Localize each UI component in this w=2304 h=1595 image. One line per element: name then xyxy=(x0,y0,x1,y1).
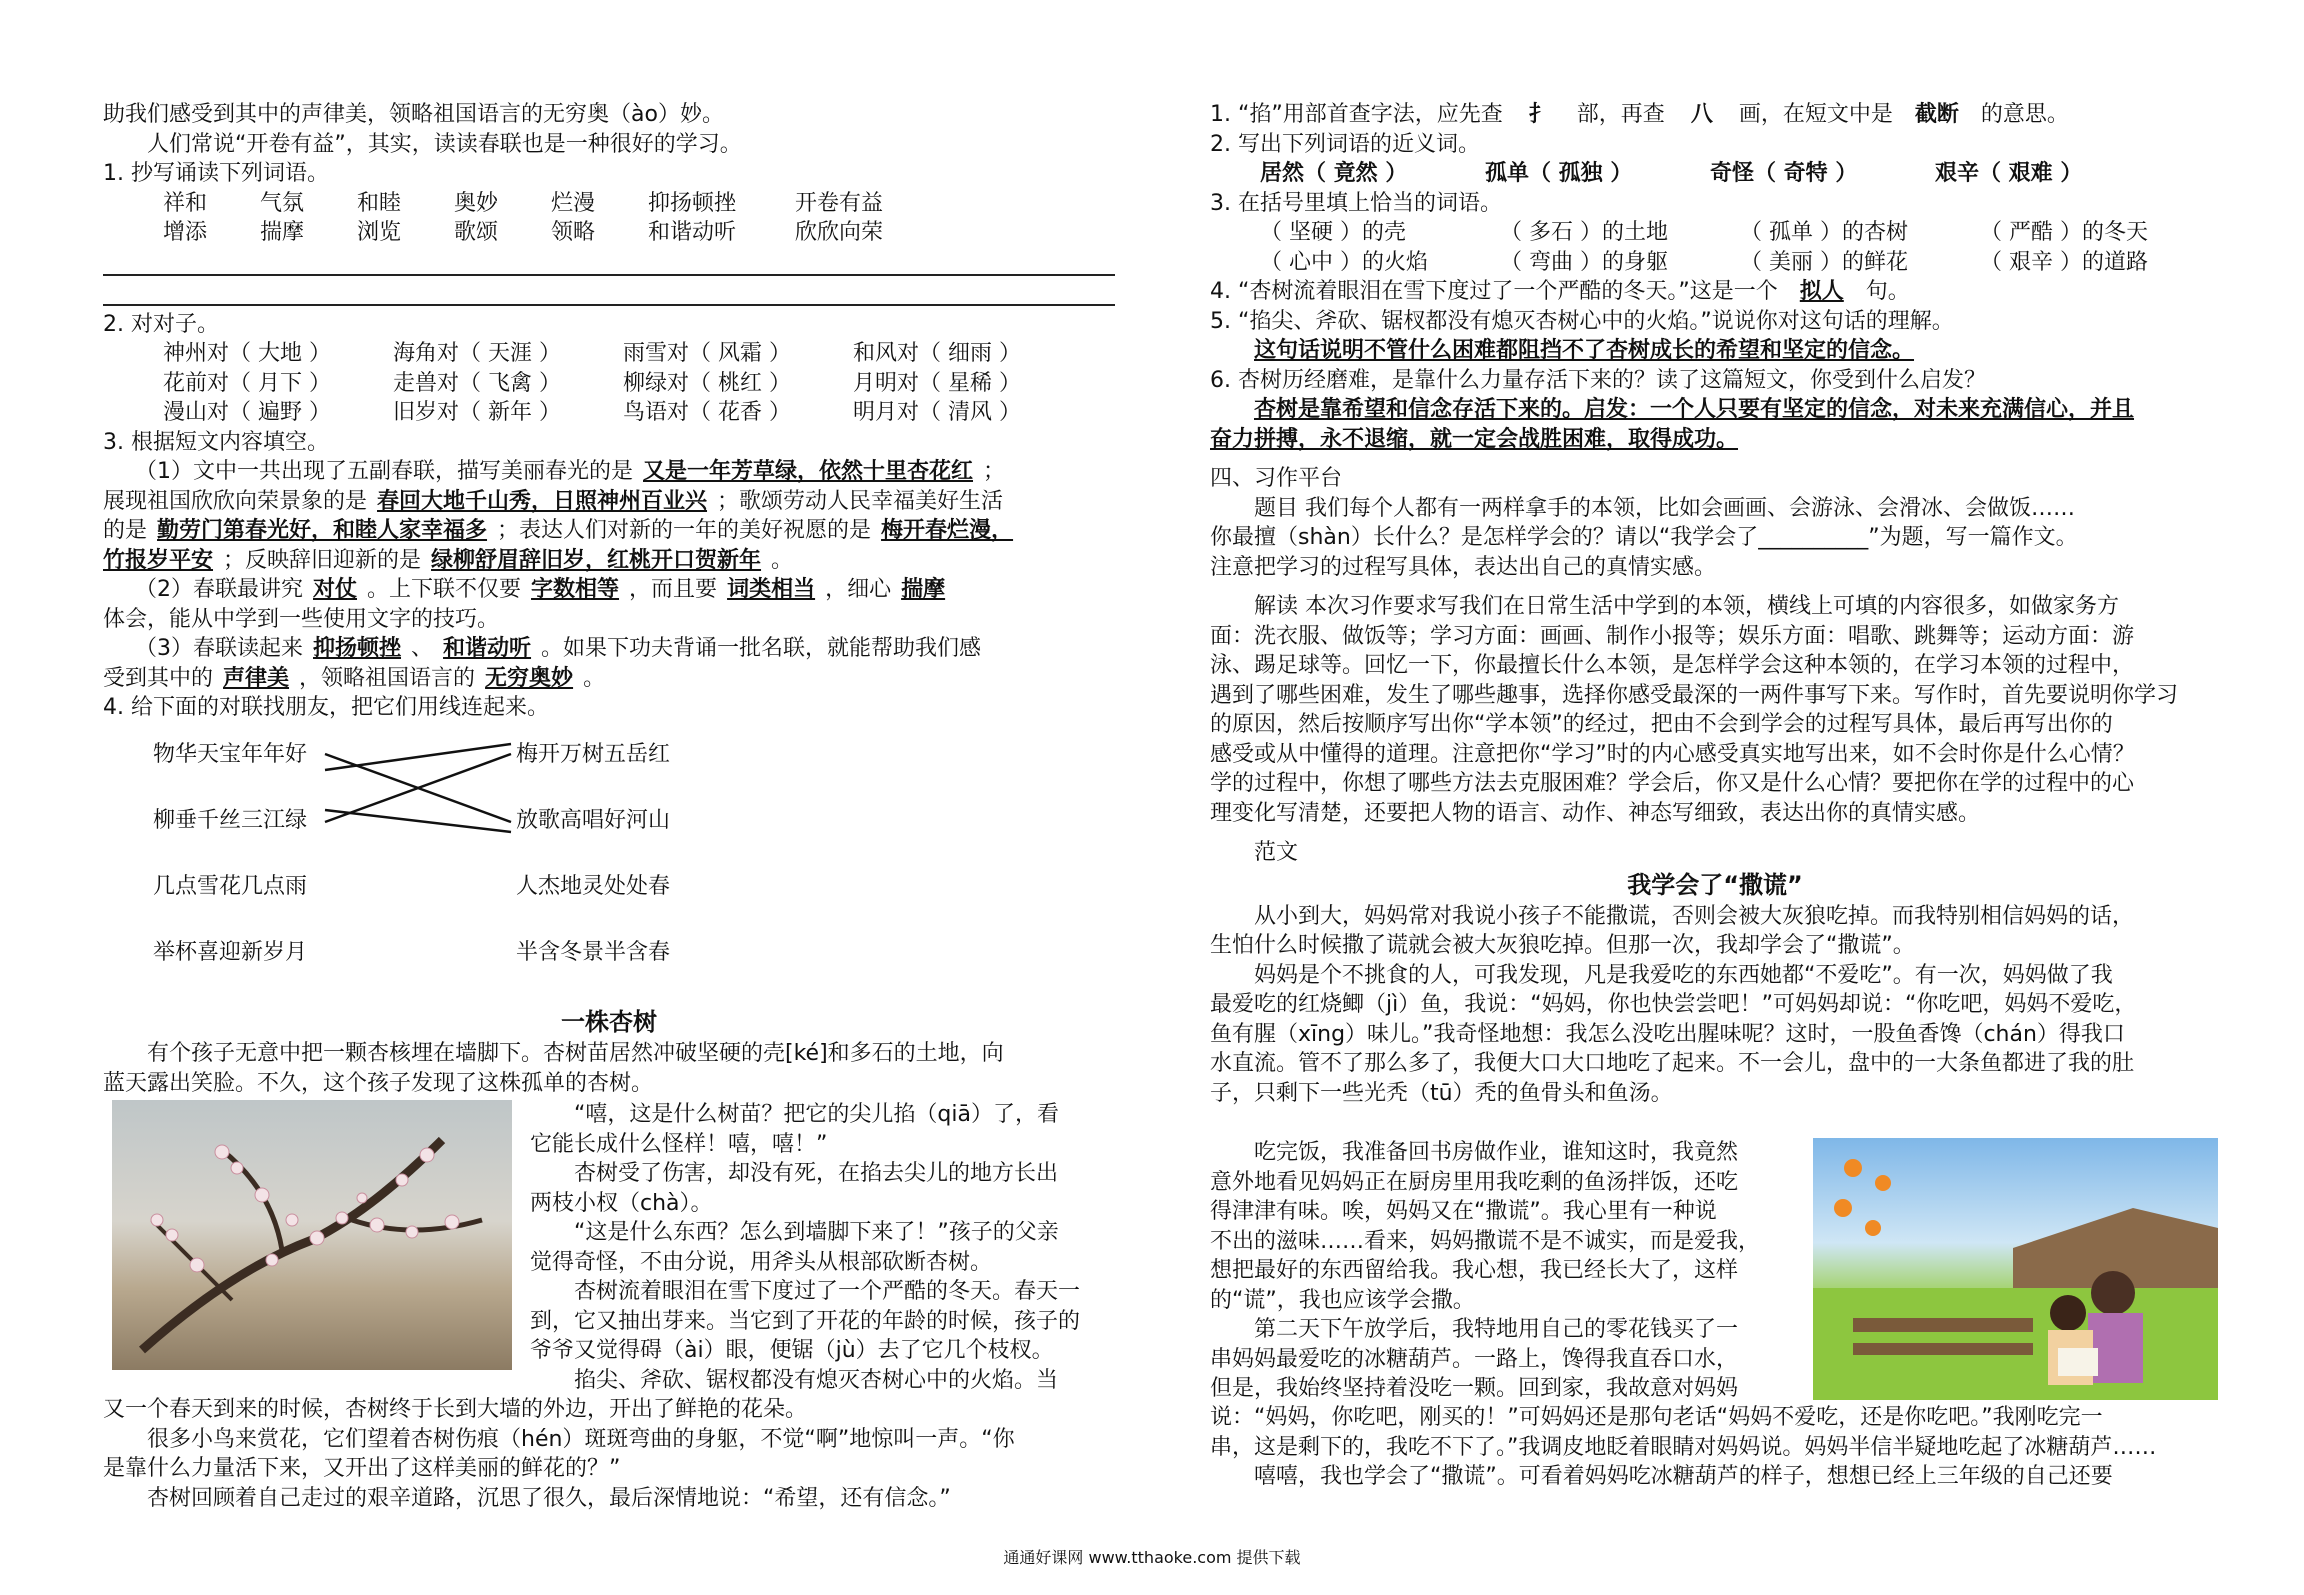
word: 祥和 xyxy=(163,190,208,216)
pair: 雨雪对（ 风霜 ） xyxy=(623,341,791,366)
right-column xyxy=(1210,100,2220,1108)
matching-exercise xyxy=(103,740,803,980)
couplet-right[interactable]: 人杰地灵处处春 xyxy=(516,874,671,899)
text: 。 xyxy=(583,665,606,691)
synonym: 艰辛（ 艰难 ） xyxy=(1935,161,2083,186)
fill-row-1 xyxy=(1210,218,2220,248)
essay-title: 我学会了“撒谎” xyxy=(1627,870,1803,899)
writing-line xyxy=(103,274,1115,276)
answer: 又是一年芳草绿，依然十里杏花红 xyxy=(643,459,974,484)
synonym: 奇怪（ 奇特 ） xyxy=(1710,161,1858,186)
answer: 拟人 xyxy=(1799,279,1844,304)
r-question-5: 5. “掐尖、斧砍、锯杈都没有熄灭杏树心中的火焰。”说说你对这句话的理解。 xyxy=(1210,308,1954,334)
story-line: “这是什么东西？怎么到墙脚下来了！”孩子的父亲 xyxy=(574,1220,1059,1245)
couplet-right[interactable]: 梅开万树五岳红 xyxy=(516,742,671,767)
story-end xyxy=(103,1395,1115,1513)
answer: 春回大地千山秀，日照神州百业兴 xyxy=(377,488,708,514)
answer: 揣摩 xyxy=(901,577,946,602)
connecting-line xyxy=(325,810,511,832)
r-question-3: 3. 在括号里填上恰当的词语。 xyxy=(1210,190,1502,216)
text: 部，再查 xyxy=(1576,102,1665,127)
text: （2）春联最讲究 xyxy=(135,577,303,602)
q3-line-8 xyxy=(103,664,1115,694)
text: 展现祖国欣欣向荣景象的是 xyxy=(103,488,368,514)
answer: 字数相等 xyxy=(531,577,620,602)
couplet-right[interactable]: 半含冬景半含春 xyxy=(516,940,671,965)
text: 。如果下功夫背诵一批名联，就能帮助我们感 xyxy=(541,636,982,661)
word: 欣欣向荣 xyxy=(795,220,884,245)
fill-item: （ 多石 ）的土地 xyxy=(1500,220,1668,245)
text: （3）春联读起来 xyxy=(135,636,303,661)
r-question-1 xyxy=(1210,100,2220,130)
section-4-heading: 四、习作平台 xyxy=(1210,466,1343,491)
q3-line-7 xyxy=(103,634,1115,664)
story-line: 到，它又抽出芽来。当它到了开花的年龄的时候，孩子的 xyxy=(530,1308,1081,1334)
q3-line-5 xyxy=(103,575,1115,605)
analysis-line: 感受或从中懂得的道理。注意把你“学习”时的内心感受真实地写出来，如不会时你是什么心情？ xyxy=(1210,741,2135,767)
pairs-row-3 xyxy=(103,398,1115,428)
topic-line: 你最擅（shàn）长什么？是怎样学会的？请以“我学会了__________”为题，写一篇作文。 xyxy=(1210,525,2078,550)
text: ；表达人们对新的一年的美好祝愿的是 xyxy=(497,518,872,543)
intro-line-2: 人们常说“开卷有益”，其实，读读春联也是一种很好的学习。 xyxy=(147,131,742,157)
answer: 扌 xyxy=(1528,102,1551,127)
pair: 柳绿对（ 桃红 ） xyxy=(623,370,791,396)
essay-line: 想把最好的东西留给我。我心想，我已经长大了，这样 xyxy=(1210,1258,1739,1283)
mother-daughter-photo xyxy=(1813,1138,2218,1400)
fill-item: （ 孤单 ）的杏树 xyxy=(1740,220,1908,245)
answer: 绿柳舒眉辞旧岁，红桃开口贺新年 xyxy=(431,547,762,573)
text: （1）文中一共出现了五副春联，描写美丽春光的是 xyxy=(135,459,633,484)
essay-line: 生怕什么时候撒了谎就会被大灰狼吃掉。但那一次，我却学会了“撒谎”。 xyxy=(1210,933,1915,958)
story-wrapped-text xyxy=(530,1100,1120,1395)
couplet-left[interactable]: 物华天宝年年好 xyxy=(153,742,308,767)
analysis-line: 遇到了哪些困难，发生了哪些趣事，选择你感受最深的一两件事写下来。写作时，首先要说明你学习 xyxy=(1210,682,2179,708)
answer: 声律美 xyxy=(223,665,290,691)
essay-line: 说：“妈妈，你吃吧，刚买的！”可妈妈还是那句老话“妈妈不爱吃，还是你吃吧。”我刚吃完一 xyxy=(1210,1405,2103,1430)
word: 和睦 xyxy=(357,190,402,216)
essay-line: 意外地看见妈妈正在厨房里用我吃剩的鱼汤拌饭，还吃 xyxy=(1210,1169,1739,1195)
word: 浏览 xyxy=(357,220,402,245)
text: 4. “杏树流着眼泪在雪下度过了一个严酷的冬天。”这是一个 xyxy=(1210,279,1778,304)
text: 。 xyxy=(771,547,794,573)
story-line: 两枝小杈（chà）。 xyxy=(530,1190,713,1216)
story-line: 它能长成什么怪样！嘻，嘻！” xyxy=(530,1131,828,1157)
q3-line-3 xyxy=(103,516,1115,546)
word: 歌颂 xyxy=(454,220,499,245)
essay-line: 从小到大，妈妈常对我说小孩子不能撒谎，否则会被大灰狼吃掉。而我特别相信妈妈的话， xyxy=(1254,903,2135,929)
pair: 花前对（ 月下 ） xyxy=(163,370,331,396)
q3-line-1 xyxy=(103,457,1115,487)
story-line: 有个孩子无意中把一颗杏核埋在墙脚下。杏树苗居然冲破坚硬的壳[ké]和多石的土地，向 xyxy=(147,1041,1004,1066)
pair: 明月对（ 清风 ） xyxy=(853,400,1021,425)
text: ；反映辞旧迎新的是 xyxy=(223,547,422,573)
essay-wrapped-text xyxy=(1210,1138,1800,1404)
r6-answer: 奋力拼搏，永不退缩，就一定会战胜困难，取得成功。 xyxy=(1210,426,1739,452)
story-line: 杏树回顾着自己走过的艰辛道路，沉思了很久，最后深情地说：“希望，还有信念。” xyxy=(147,1485,951,1511)
essay-line: 水直流。管不了那么多了，我便大口大口地吃了起来。不一会儿，盘中的一大条鱼都进了我的肚 xyxy=(1210,1051,2135,1076)
q3-line-6: 体会，能从中学到一些使用文字的技巧。 xyxy=(103,606,500,632)
essay-line: 嘻嘻，我也学会了“撒谎”。可看着妈妈吃冰糖葫芦的样子，想想已经上三年级的自己还要 xyxy=(1254,1464,2113,1489)
analysis-line: 泳、踢足球等。回忆一下，你最擅长什么本领，是怎样学会这种本领的，在学习本领的过程中， xyxy=(1210,653,2135,678)
word: 领略 xyxy=(551,220,596,245)
fill-row-2 xyxy=(1210,248,2220,278)
analysis-line: 学的过程中，你想了哪些方法去克服困难？学会后，你又是什么心情？要把你在学的过程中的心 xyxy=(1210,771,2135,796)
words-row-2 xyxy=(103,218,1115,248)
analysis-line: 解读 本次习作要求写我们在日常生活中学到的本领，横线上可填的内容很多，如做家务方 xyxy=(1254,594,2119,619)
couplet-left[interactable]: 几点雪花几点雨 xyxy=(153,874,308,899)
intro-line-1: 助我们感受到其中的声律美，领略祖国语言的无穷奥（ào）妙。 xyxy=(103,102,724,127)
word: 烂漫 xyxy=(551,190,596,216)
fill-item: （ 艰辛 ）的道路 xyxy=(1980,249,2148,275)
r6-answer: 杏树是靠希望和信念存活下来的。启发：一个人只要有坚定的信念，对未来充满信心，并且 xyxy=(1254,397,2135,422)
essay-line: 串，这是剩下的，我吃不下了。”我调皮地眨着眼睛对妈妈说。妈妈半信半疑地吃起了冰糖葫芦…… xyxy=(1210,1434,2157,1460)
r-question-2: 2. 写出下列词语的近义词。 xyxy=(1210,131,1480,157)
footer-credit: 通通好课网 www.tthaoke.com 提供下载 xyxy=(1003,1548,1301,1567)
pair: 和风对（ 细雨 ） xyxy=(853,341,1021,366)
r-question-4 xyxy=(1210,277,2220,307)
story-line: 又一个春天到来的时候，杏树终于长到大墙的外边，开出了鲜艳的花朵。 xyxy=(103,1397,808,1422)
words-row-1 xyxy=(103,189,1115,219)
text: 的是 xyxy=(103,518,148,543)
left-column xyxy=(103,100,1115,723)
answer: 词类相当 xyxy=(727,577,816,602)
answer: 截断 xyxy=(1914,102,1959,127)
answer: 对仗 xyxy=(313,577,358,602)
essay-line: 最爱吃的红烧鲫（jì）鱼，我说：“妈妈，你也快尝尝吧！”可妈妈却说：“你吃吧，妈妈不爱吃， xyxy=(1210,992,2137,1017)
q3-line-2 xyxy=(103,487,1115,517)
analysis-line: 面：洗衣服、做饭等；学习方面：画画、制作小报等；娱乐方面：唱歌、跳舞等；运动方面：游 xyxy=(1210,623,2135,649)
text: 1. “掐”用部首查字法，应先查 xyxy=(1210,102,1503,127)
topic-line: 注意把学习的过程写具体，表达出自己的真情实感。 xyxy=(1210,554,1717,580)
synonyms-row xyxy=(1210,159,2220,189)
fill-item: （ 弯曲 ）的身躯 xyxy=(1500,249,1668,275)
pair: 神州对（ 大地 ） xyxy=(163,341,331,366)
pair: 走兽对（ 飞禽 ） xyxy=(393,370,561,396)
apricot-blossom-photo xyxy=(112,1100,512,1370)
synonym: 孤单（ 孤独 ） xyxy=(1485,161,1633,186)
writing-line xyxy=(103,304,1115,306)
answer: 无穷奥妙 xyxy=(485,665,574,691)
analysis-line: 的原因，然后按顺序写出你“学本领”的经过，把由不会到学会的过程写具体，最后再写出你的 xyxy=(1210,712,2113,737)
pair: 海角对（ 天涯 ） xyxy=(393,341,561,366)
text: 句。 xyxy=(1865,279,1910,304)
q3-line-4 xyxy=(103,546,1115,576)
pair: 漫山对（ 遍野 ） xyxy=(163,400,331,425)
pairs-row-2 xyxy=(103,369,1115,399)
essay-line: 吃完饭，我准备回书房做作业，谁知这时，我竟然 xyxy=(1254,1140,1739,1165)
topic-line: 题目 我们每个人都有一两样拿手的本领，比如会画画、会游泳、会滑冰、会做饭…… xyxy=(1254,495,2075,521)
story-line: 掐尖、斧砍、锯杈都没有熄灭杏树心中的火焰。当 xyxy=(574,1367,1059,1393)
essay-end xyxy=(1210,1403,2220,1492)
question-2: 2. 对对子。 xyxy=(103,311,219,337)
text: ，而且要 xyxy=(629,577,718,602)
word: 抑扬顿挫 xyxy=(648,190,737,216)
text: 画，在短文中是 xyxy=(1738,102,1893,127)
essay-line: 得津津有味。唉，妈妈又在“撒谎”。我心里有一种说 xyxy=(1210,1199,1717,1224)
answer: 抑扬顿挫 xyxy=(313,636,402,661)
story-section xyxy=(103,1005,1115,1098)
word: 气氛 xyxy=(260,190,305,216)
text: 。上下联不仅要 xyxy=(367,577,522,602)
essay-line: 鱼有腥（xīng）味儿。”我奇怪地想：我怎么没吃出腥味呢？这时，一股鱼香馋（chán）得我口 xyxy=(1210,1021,2125,1047)
essay-line: 串妈妈最爱吃的冰糖葫芦。一路上，馋得我直吞口水， xyxy=(1210,1346,1739,1372)
story-line: 觉得奇怪，不由分说，用斧头从根部砍断杏树。 xyxy=(530,1249,993,1275)
word: 揣摩 xyxy=(260,220,305,245)
story-title: 一株杏树 xyxy=(561,1008,657,1036)
answer: 梅开春烂漫， xyxy=(881,518,1014,543)
pairs-row-1 xyxy=(103,339,1115,369)
story-line: 蓝天露出笑脸。不久，这个孩子发现了这株孤单的杏树。 xyxy=(103,1070,654,1096)
question-1: 1. 抄写诵读下列词语。 xyxy=(103,161,329,186)
essay-line: 妈妈是个不挑食的人，可我发现，凡是我爱吃的东西她都“不爱吃”。有一次，妈妈做了我 xyxy=(1254,962,2113,988)
essay-line: 第二天下午放学后，我特地用自己的零花钱买了一 xyxy=(1254,1317,1739,1342)
synonym: 居然（ 竟然 ） xyxy=(1260,161,1408,186)
word: 增添 xyxy=(163,220,208,245)
couplet-left[interactable]: 柳垂千丝三江绿 xyxy=(153,808,308,833)
fill-item: （ 严酷 ）的冬天 xyxy=(1980,220,2148,245)
question-3: 3. 根据短文内容填空。 xyxy=(103,429,329,455)
word: 和谐动听 xyxy=(648,220,737,245)
garden-scene-illustration xyxy=(1813,1138,2218,1400)
answer: 勤劳门第春光好，和睦人家幸福多 xyxy=(157,518,488,543)
story-line: “嘻，这是什么树苗？把它的尖儿掐（qiā）了，看 xyxy=(574,1102,1059,1127)
text: ；歌颂劳动人民幸福美好生活 xyxy=(717,488,1004,514)
story-line: 是靠什么力量活下来，又开出了这样美丽的鲜花的？” xyxy=(103,1456,621,1481)
couplet-right[interactable]: 放歌高唱好河山 xyxy=(516,808,671,833)
answer: 竹报岁平安 xyxy=(103,547,214,573)
text: 、 xyxy=(411,636,434,661)
connecting-line xyxy=(325,744,511,770)
r5-answer: 这句话说明不管什么困难都阻挡不了杏树成长的希望和坚定的信念。 xyxy=(1254,338,1915,363)
story-line: 杏树受了伤害，却没有死，在掐去尖儿的地方长出 xyxy=(574,1161,1059,1186)
essay-line: 的“谎”，我也应该学会撒。 xyxy=(1210,1287,1475,1313)
fill-item: （ 心中 ）的火焰 xyxy=(1260,249,1428,275)
couplet-left[interactable]: 举杯喜迎新岁月 xyxy=(153,940,308,965)
answer: 八 xyxy=(1690,102,1713,127)
answer: 和谐动听 xyxy=(443,636,532,661)
word: 开卷有益 xyxy=(795,190,884,216)
r-question-6: 6. 杏树历经磨难，是靠什么力量存活下来的？读了这篇短文，你受到什么启发？ xyxy=(1210,367,1986,393)
apricot-branch-illustration xyxy=(112,1100,512,1370)
text: 的意思。 xyxy=(1980,102,2069,127)
essay-line: 子，只剩下一些光秃（tū）秃的鱼骨头和鱼汤。 xyxy=(1210,1080,1673,1106)
word: 奥妙 xyxy=(454,190,499,216)
pair: 旧岁对（ 新年 ） xyxy=(393,400,561,425)
text: 受到其中的 xyxy=(103,665,214,691)
story-line: 爷爷又觉得碍（ài）眼，便锯（jù）去了它几个枝杈。 xyxy=(530,1338,1054,1363)
story-line: 很多小鸟来赏花，它们望着杏树伤痕（hén）斑斑弯曲的身躯，不觉“啊”地惊叫一声。“你 xyxy=(147,1426,1015,1452)
fill-item: （ 坚硬 ）的壳 xyxy=(1260,220,1406,245)
essay-line: 但是，我始终坚持着没吃一颗。回到家，我故意对妈妈 xyxy=(1210,1376,1739,1401)
connecting-lines xyxy=(103,740,803,980)
essay-line: 不出的滋味……看来，妈妈撒谎不是不诚实，而是爱我， xyxy=(1210,1228,1761,1254)
text: ，细心 xyxy=(825,577,892,602)
pair: 月明对（ 星稀 ） xyxy=(853,370,1021,396)
analysis-line: 理变化写清楚，还要把人物的语言、动作、神态写细致，表达出你的真情实感。 xyxy=(1210,800,1981,826)
pair: 鸟语对（ 花香 ） xyxy=(623,400,791,425)
fill-item: （ 美丽 ）的鲜花 xyxy=(1740,249,1908,275)
text: ； xyxy=(983,459,1006,484)
question-4: 4. 给下面的对联找朋友，把它们用线连起来。 xyxy=(103,695,549,720)
text: ，领略祖国语言的 xyxy=(299,665,476,691)
sample-label: 范文 xyxy=(1254,840,1299,865)
story-line: 杏树流着眼泪在雪下度过了一个严酷的冬天。春天一 xyxy=(574,1279,1081,1304)
